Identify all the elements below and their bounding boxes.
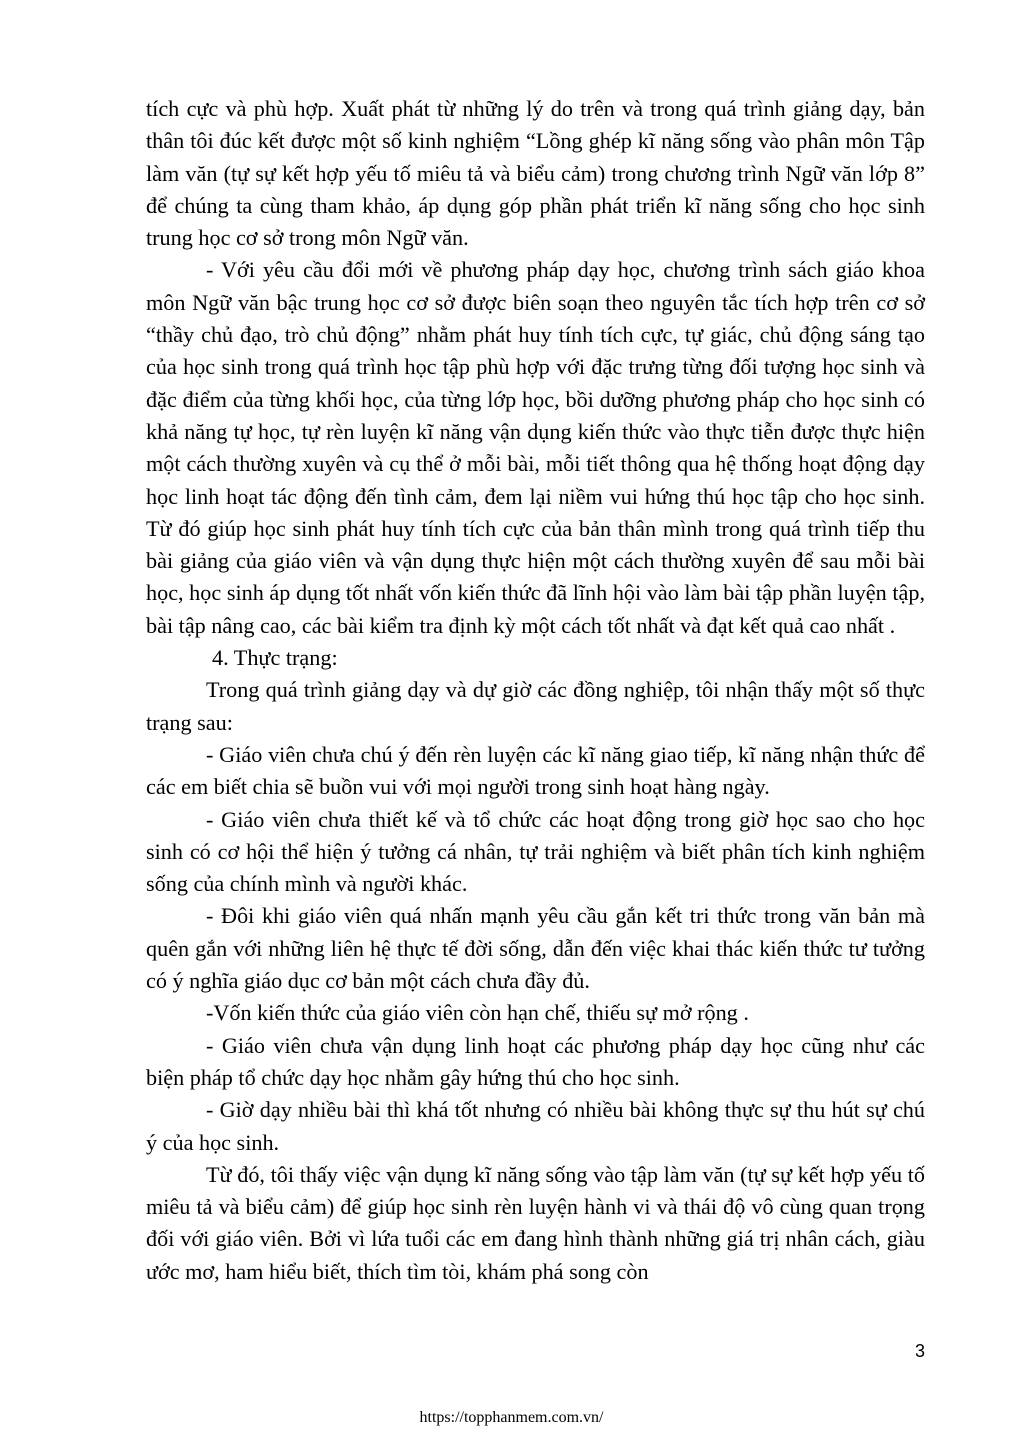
list-item: - Giáo viên chưa vận dụng linh hoạt các phương pháp dạy học cũng như các biện pháp tổ chức dạy học nhằm gây hứng thú cho học sinh. bbox=[146, 1032, 925, 1090]
list-item: - Giờ dạy nhiều bài thì khá tốt nhưng có nhiều bài không thực sự thu hút sự chú ý của học sinh. bbox=[146, 1097, 925, 1155]
paragraph: tích cực và phù hợp. Xuất phát từ những lý do trên và trong quá trình giảng dạy, bản thân tôi đúc kết được một số kinh nghiệm “Lồng ghép kĩ năng sống vào phân môn Tập làm văn (tự sự kết hợp yếu tố miêu tả và biểu cảm) trong chương trình Ngữ văn lớp 8” để chúng ta cùng tham khảo, áp dụng góp phần phát triển kĩ năng sống cho học sinh trung học cơ sở trong môn Ngữ văn. bbox=[146, 96, 925, 251]
paragraph: Từ đó, tôi thấy việc vận dụng kĩ năng sống vào tập làm văn (tự sự kết hợp yếu tố miêu tả và biểu cảm) để giúp học sinh rèn luyện hành vi và thái độ vô cùng quan trọng đối với giáo viên. Bởi vì lứa tuổi các em đang hình thành những giá trị nhân cách, giàu ước mơ, ham hiểu biết, thích tìm tòi, khám phá song còn bbox=[146, 1161, 925, 1284]
body-text bbox=[146, 93, 925, 1288]
paragraph: - Với yêu cầu đổi mới về phương pháp dạy học, chương trình sách giáo khoa môn Ngữ văn bậc trung học cơ sở được biên soạn theo nguyên tắc tích hợp trên cơ sở “thầy chủ đạo, trò chủ động” nhằm phát huy tính tích cực, tự giác, chủ động sáng tạo của học sinh trong quá trình học tập phù hợp với đặc trưng từng đối tượng học sinh và đặc điểm của từng khối học, của từng lớp học, bồi dưỡng phương pháp cho học sinh có khả năng tự học, tự rèn luyện kĩ năng vận dụng kiến thức vào thực tiễn được thực hiện một cách thường xuyên và cụ thể ở mỗi bài, mỗi tiết thông qua hệ thống hoạt động dạy học linh hoạt tác động đến tình cảm, đem lại niềm vui hứng thú học tập cho học sinh. Từ đó giúp học sinh phát huy tính tích cực của bản thân mình trong quá trình tiếp thu bài giảng của giáo viên và vận dụng thực hiện một cách thường xuyên để sau mỗi bài học, học sinh áp dụng tốt nhất vốn kiến thức đã lĩnh hội vào làm bài tập phần luyện tập, bài tập nâng cao, các bài kiểm tra định kỳ một cách tốt nhất và đạt kết quả cao nhất . bbox=[146, 257, 925, 638]
footer-url: https://topphanmem.com.vn/ bbox=[419, 1409, 604, 1426]
list-item: - Giáo viên chưa chú ý đến rèn luyện các kĩ năng giao tiếp, kĩ năng nhận thức để các em biết chia sẽ buồn vui với mọi người trong sinh hoạt hàng ngày. bbox=[146, 741, 925, 800]
list-item: - Đôi khi giáo viên quá nhấn mạnh yêu cầu gắn kết tri thức trong văn bản mà quên gắn với những liên hệ thực tế đời sống, dẫn đến việc khai thác kiến thức tư tưởng có ý nghĩa giáo dục cơ bản một cách chưa đầy đủ. bbox=[146, 903, 925, 994]
section-heading: 4. Thực trạng: bbox=[212, 645, 338, 671]
page-number: 3 bbox=[914, 1341, 925, 1361]
list-item: -Vốn kiến thức của giáo viên còn hạn chế, thiếu sự mở rộng . bbox=[206, 1000, 749, 1026]
paragraph: Trong quá trình giảng dạy và dự giờ các đồng nghiệp, tôi nhận thấy một số thực trạng sau: bbox=[146, 677, 925, 735]
list-item: - Giáo viên chưa thiết kế và tổ chức các hoạt động trong giờ học sao cho học sinh có cơ hội thể hiện ý tưởng cá nhân, tự trải nghiệm và biết phân tích kinh nghiệm sống của chính mình và người khác. bbox=[146, 806, 925, 897]
